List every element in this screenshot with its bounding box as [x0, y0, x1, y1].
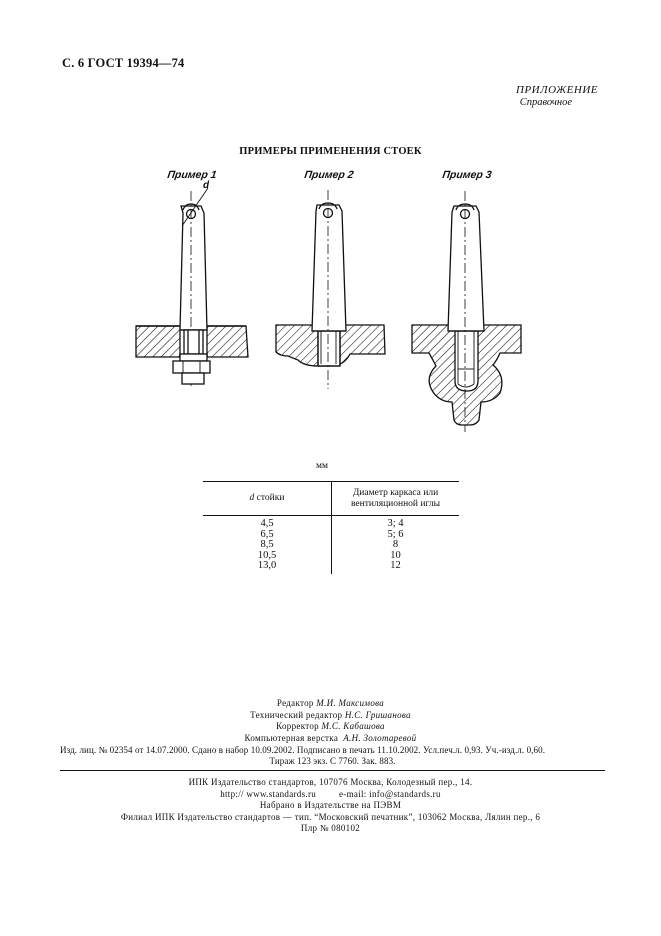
appendix-title: ПРИЛОЖЕНИЕ — [516, 84, 598, 96]
layout-label: Компьютерная верстка — [244, 732, 339, 743]
editorial-credits — [0, 698, 661, 744]
editor-name: М.И. Максимова — [316, 698, 385, 708]
printer-line-5: Плр № 080102 — [300, 823, 361, 833]
table-row — [203, 561, 459, 574]
tech-editor-name: Н.С. Гришанова — [344, 709, 411, 720]
example-1-label: Пример 1 — [166, 169, 218, 181]
printer-line-1: ИПК Издательство стандартов, 107076 Москва, Колодезный пер., 14. — [188, 777, 473, 787]
cell-diameter: 3; 4 — [387, 518, 404, 529]
column-header-diameter-line1: Диаметр каркаса или — [352, 487, 439, 498]
corrector-label: Корректор — [276, 721, 319, 731]
layout-name: А.Н. Золотаревой — [343, 732, 417, 743]
table-header-row — [203, 482, 459, 516]
printer-line-4: Филиал ИПК Издательство стандартов — тип. “Московский печатник”, 103062 Москва, Лялин пер., 6 — [120, 811, 541, 822]
publishing-info — [60, 745, 605, 767]
cell-diameter: 10 — [390, 549, 401, 561]
corrector-line — [0, 721, 661, 733]
table-row — [203, 516, 459, 530]
table-row — [203, 540, 459, 551]
table-row — [203, 530, 459, 541]
column-header-d-symbol: d — [249, 493, 255, 503]
dimension-d-label: d — [203, 180, 210, 191]
printer-line-3: Набрано в Издательстве на ПЭВМ — [259, 800, 402, 810]
printer-info — [0, 777, 661, 835]
cell-diameter: 8 — [392, 539, 399, 550]
cell-d: 10,5 — [203, 551, 332, 562]
publishing-line-1: Изд. лиц. № 02354 от 14.07.2000. Сдано в набор 10.09.2002. Подписано в печать 11.10.2002. Усл.печ.л. 0,93. Уч.-изд.л. 0,60. — [60, 745, 546, 755]
example-3-label: Пример 3 — [441, 169, 493, 181]
table-row — [203, 551, 459, 562]
technical-drawing — [0, 0, 661, 460]
imprint-divider — [60, 770, 605, 771]
appendix-subtitle: Справочное — [519, 97, 572, 108]
example-3-drawing — [412, 191, 521, 432]
cell-diameter: 12 — [390, 560, 401, 571]
layout-line — [0, 733, 661, 745]
column-header-d-text: стойки — [254, 493, 285, 503]
editor-label: Редактор — [276, 698, 314, 708]
tech-editor-line — [0, 710, 661, 722]
publishing-line-2: Тираж 123 экз. С 7760. Зак. 883. — [269, 756, 396, 766]
printer-web: http:// www.standards.ru — [220, 788, 317, 799]
column-header-diameter — [332, 482, 460, 516]
dimensions-table — [203, 481, 459, 574]
corrector-name: М.С. Кабашова — [321, 721, 385, 731]
cell-d: 13,0 — [203, 561, 332, 574]
page-header: С. 6 ГОСТ 19394—74 — [62, 56, 185, 70]
tech-editor-label: Технический редактор — [250, 709, 343, 720]
table-unit-label: мм — [316, 461, 329, 471]
example-2-drawing — [276, 190, 385, 389]
example-1-drawing — [136, 188, 248, 389]
cell-diameter: 5; 6 — [387, 528, 404, 540]
column-header-d — [203, 482, 332, 516]
printer-email: e-mail: info@standards.ru — [339, 788, 441, 799]
editor-line — [0, 698, 661, 710]
page-title: ПРИМЕРЫ ПРИМЕНЕНИЯ СТОЕК — [239, 146, 422, 157]
example-2-label: Пример 2 — [303, 169, 355, 181]
column-header-diameter-line2: вентиляционной иглы — [351, 498, 440, 509]
cell-d: 4,5 — [203, 516, 332, 530]
cell-d: 8,5 — [203, 540, 332, 551]
cell-d: 6,5 — [203, 530, 332, 541]
printer-line-2 — [0, 789, 661, 801]
